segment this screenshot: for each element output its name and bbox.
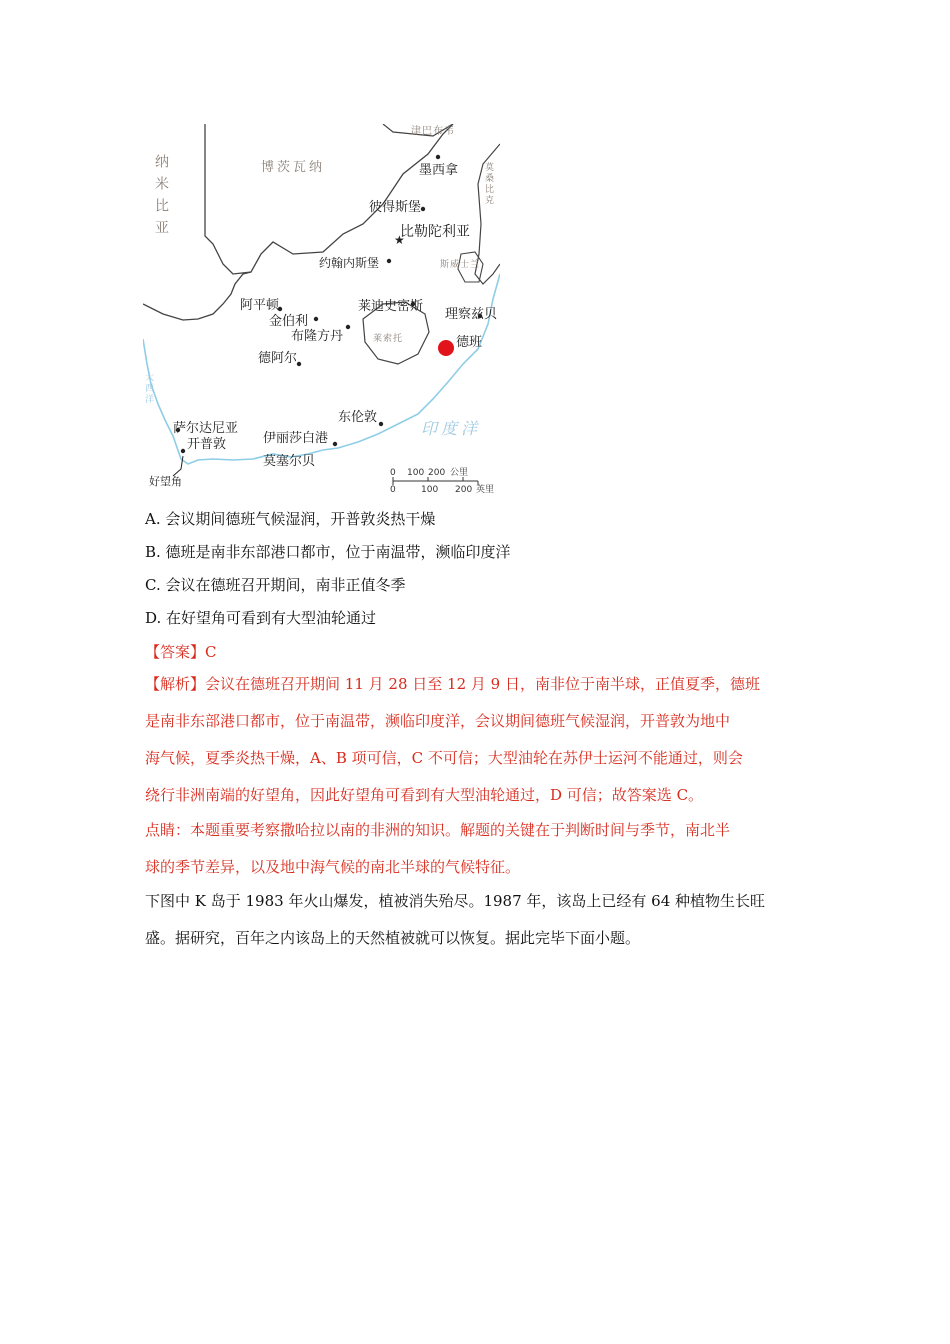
label-saldanha: 萨尔达尼亚 — [173, 421, 239, 436]
label-richards-bay: 理察兹贝 — [445, 307, 498, 322]
analysis-label: 【解析】 — [145, 675, 206, 693]
label-cape-town: 开普敦 — [187, 437, 227, 452]
label-mossel-bay: 莫塞尔贝 — [263, 454, 316, 469]
label-botswana: 博茨瓦纳 — [261, 160, 326, 175]
analysis-line-1: 【解析】会议在德班召开期间 11 月 28 日至 12 月 9 日，南非位于南半球，正值夏季，德班 — [145, 675, 760, 693]
label-pretoria: 比勒陀利亚 — [400, 224, 470, 240]
scale-mi-0: 0 — [390, 485, 396, 495]
label-ladysmith: 莱迪史密斯 — [358, 299, 424, 314]
city-dot-de-aar — [297, 362, 301, 366]
namibia-border — [143, 272, 251, 320]
intro-line-1: 下图中 K 岛于 1983 年火山爆发，植被消失殆尽。1987 年，该岛上已经有 64 种植物生长旺 — [145, 892, 766, 910]
answer-value: C — [205, 643, 217, 661]
label-cape-of-good-hope: 好望角 — [149, 475, 182, 488]
label-kimberley: 金伯利 — [269, 314, 309, 329]
city-dot-east-london — [379, 422, 383, 426]
label-de-aar: 德阿尔 — [258, 351, 298, 366]
answer-label: 【答案】 — [145, 643, 206, 661]
analysis-line-2: 是南非东部港口都市，位于南温带，濒临印度洋，会议期间德班气候湿润，开普敦为地中 — [145, 712, 731, 730]
label-port-elizabeth: 伊丽莎白港 — [263, 431, 329, 446]
scale-km-unit: 公里 — [450, 468, 469, 478]
scale-km-0: 0 — [390, 468, 396, 478]
intro-block — [145, 883, 805, 957]
intro-line-2: 盛。据研究，百年之内该岛上的天然植被就可以恢复。据此完毕下面小题。 — [145, 929, 641, 947]
label-east-london: 东伦敦 — [338, 410, 378, 425]
capital-star-icon: ★ — [394, 233, 405, 247]
label-swaziland: 斯威士兰 — [440, 260, 481, 270]
label-lesotho: 莱索托 — [373, 334, 404, 344]
scale-mi-200: 200 — [455, 485, 473, 495]
answer-line — [145, 642, 217, 662]
comment-line-1: 点睛：本题重要考察撒哈拉以南的非洲的知识。解题的关键在于判断时间与季节，南北半 — [145, 821, 731, 839]
south-africa-map — [143, 124, 500, 498]
option-d: D. 在好望角可看到有大型油轮通过 — [145, 609, 377, 627]
analysis-block — [145, 666, 805, 814]
label-johannesburg: 约翰内斯堡 — [319, 256, 380, 270]
analysis-line-4: 绕行非洲南端的好望角，因此好望角可看到有大型油轮通过，D 可信；故答案选 C。 — [145, 786, 704, 804]
analysis-line-3: 海气候，夏季炎热干燥，A、B 项可信，C 不可信；大型油轮在苏伊士运河不能通过，则会 — [145, 749, 743, 767]
city-dot-mafikeng — [436, 155, 440, 159]
label-pietersburg: 彼得斯堡 — [369, 200, 422, 215]
scale-km-100: 100 — [407, 468, 425, 478]
city-dot-johannesburg — [387, 259, 391, 263]
city-dot-cape-town — [181, 449, 185, 453]
comment-block — [145, 812, 805, 886]
label-durban: 德班 — [456, 335, 483, 350]
option-a: A. 会议期间德班气候湿润，开普敦炎热干燥 — [145, 510, 436, 528]
scale-km-200: 200 — [428, 468, 446, 478]
label-atlantic: 大西洋 — [143, 372, 153, 405]
scale-mi-unit: 英里 — [476, 485, 495, 495]
label-upington: 阿平顿 — [240, 298, 280, 313]
option-c: C. 会议在德班召开期间，南非正值冬季 — [145, 576, 406, 594]
city-dot-port-elizabeth — [333, 442, 337, 446]
option-b: B. 德班是南非东部港口都市，位于南温带，濒临印度洋 — [145, 543, 511, 561]
label-mafikeng: 墨西拿 — [419, 163, 459, 178]
city-dot-bloemfontein — [346, 325, 350, 329]
comment-line-2: 球的季节差异，以及地中海气候的南北半球的气候特征。 — [145, 858, 521, 876]
scale-mi-100: 100 — [421, 485, 439, 495]
city-dot-pietersburg — [421, 207, 425, 211]
label-namibia: 纳米比亚 — [153, 154, 169, 242]
label-bloemfontein: 布隆方丹 — [291, 329, 344, 344]
label-zimbabwe: 津巴布韦 — [411, 126, 455, 137]
label-indian-ocean: 印度洋 — [421, 419, 482, 438]
city-dot-kimberley — [314, 317, 318, 321]
durban-marker — [438, 340, 454, 356]
label-mozambique: 莫桑比克 — [483, 162, 493, 206]
botswana-border — [205, 124, 453, 274]
